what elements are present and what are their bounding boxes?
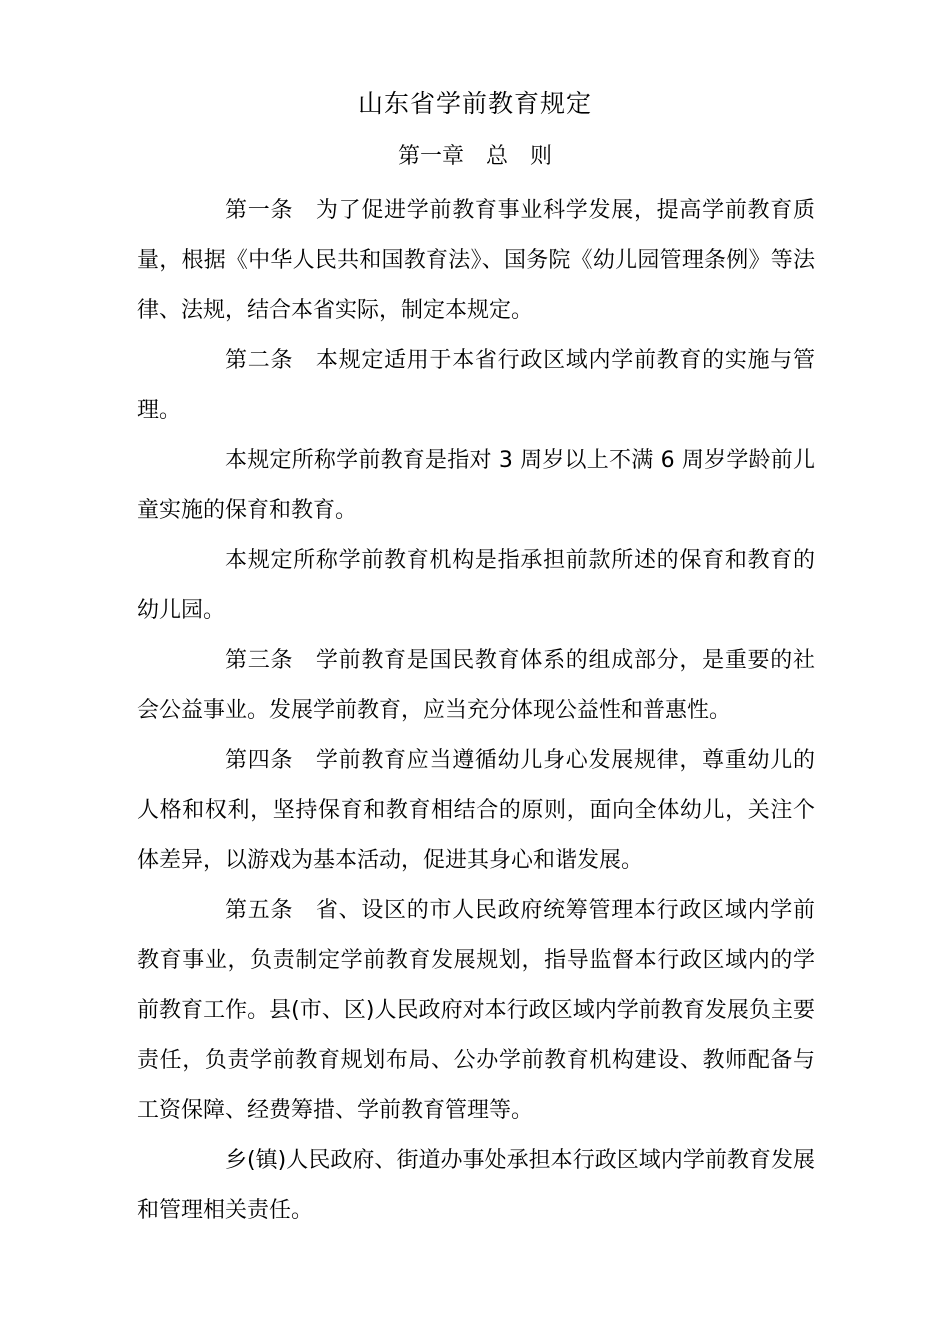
article-number: 第五条 <box>225 898 316 923</box>
document-body <box>137 186 815 1236</box>
chapter-title: 第一章 总 则 <box>397 144 552 169</box>
article-text: 省、设区的市人民政府统筹管理本行政区域内学前教育事业，负责制定学前教育发展规划，指导监督本行政区域内的学前教育工作。县(市、区)人民政府对本行政区域内学前教育发展负主要责任，负责学前教育规划布局、公办学前教育机构建设、教师配备与工资保障、经费筹措、学前教育管理等。 <box>137 898 815 1123</box>
article-text: 学前教育应当遵循幼儿身心发展规律，尊重幼儿的人格和权利，坚持保育和教育相结合的原则，面向全体幼儿，关注个体差异，以游戏为基本活动，促进其身心和谐发展。 <box>137 748 815 873</box>
article-number: 第三条 <box>225 648 316 673</box>
article-2-paragraph <box>137 336 815 436</box>
document-title: 山东省学前教育规定 <box>357 89 592 118</box>
article-text: 学前教育是国民教育体系的组成部分，是重要的社会公益事业。发展学前教育，应当充分体现公益性和普惠性。 <box>137 648 815 723</box>
article-number: 第二条 <box>225 348 316 373</box>
article-1-paragraph <box>137 186 815 336</box>
article-text: 为了促进学前教育事业科学发展，提高学前教育质量，根据《中华人民共和国教育法》、国务院《幼儿园管理条例》等法律、法规，结合本省实际，制定本规定。 <box>137 198 815 323</box>
article-text: 乡(镇)人民政府、街道办事处承担本行政区域内学前教育发展和管理相关责任。 <box>137 1148 815 1223</box>
article-5-paragraph <box>137 886 815 1136</box>
article-2-clause-3 <box>137 536 815 636</box>
article-text: 本规定所称学前教育是指对 3 周岁以上不满 6 周岁学龄前儿童实施的保育和教育。 <box>137 448 815 523</box>
article-5-clause-2 <box>137 1136 815 1236</box>
article-text: 本规定所称学前教育机构是指承担前款所述的保育和教育的幼儿园。 <box>137 548 815 623</box>
article-text: 本规定适用于本省行政区域内学前教育的实施与管理。 <box>137 348 815 423</box>
article-4-paragraph <box>137 736 815 886</box>
article-2-clause-2 <box>137 436 815 536</box>
article-number: 第四条 <box>225 748 316 773</box>
article-number: 第一条 <box>225 198 316 223</box>
article-3-paragraph <box>137 636 815 736</box>
